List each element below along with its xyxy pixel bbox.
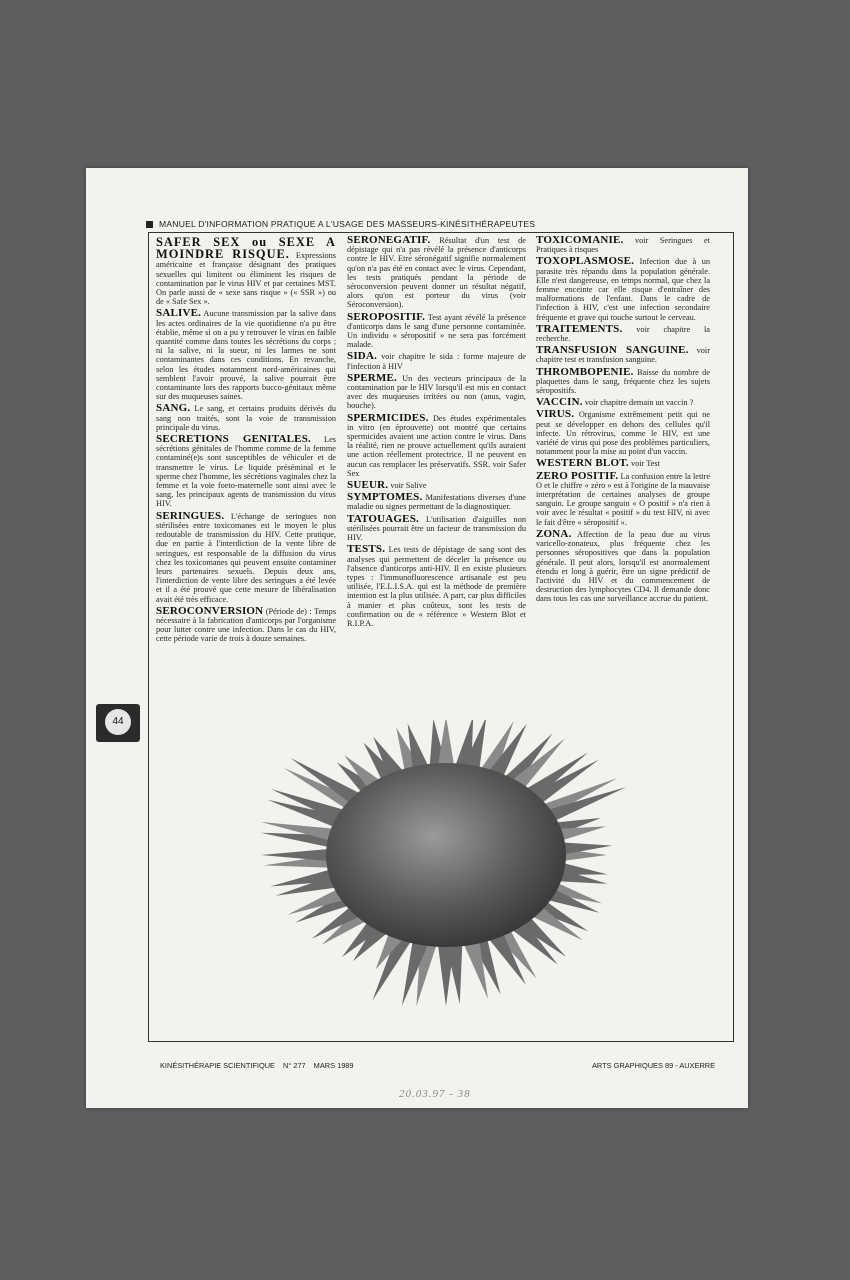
term-heading: THROMBOPENIE.	[536, 365, 634, 378]
term-definition: Manifestations diverses d'une maladie ou signes permettant de la diagnostiquer.	[347, 493, 526, 512]
term-definition: voir chapitre le sida : forme majeure de l'infection à HIV	[347, 352, 526, 371]
term-heading: SERONEGATIF.	[347, 234, 431, 246]
term-definition: voir Salive	[390, 481, 427, 491]
entry-traitements	[536, 322, 710, 344]
term-heading: TESTS.	[347, 543, 386, 556]
running-header	[146, 219, 746, 229]
entry-sang	[156, 404, 336, 432]
term-definition: Un des vecteurs principaux de la contamination par le HIV lorsqu'il est mis en contact avec des muqueuses irritées ou non (anus, vagin, bouche).	[347, 373, 527, 411]
term-heading: SUEUR.	[347, 479, 389, 492]
virus-spike	[261, 849, 331, 862]
term-heading: SEROCONVERSION	[156, 604, 264, 617]
term-definition: voir Test	[630, 459, 660, 469]
term-definition: Affection de la peau due au virus varicello-zonateux, plus fréquente chez les personnes séropositives que dans la population générale. Il peut alors, lorsqu'il est anormalement étendu et long à guérir, être un signe prédictif de l'activité du HIV et du commencement de destruction des lymphocytes CD4. Il demande donc dans tous les cas une surveillance accrue du patient.	[536, 529, 710, 604]
term-heading: SALIVE.	[156, 307, 202, 320]
entry-zona	[536, 527, 710, 604]
term-heading: SECRETIONS GENITALES.	[156, 433, 311, 446]
entry-tests	[347, 545, 526, 628]
entry-symptomes	[347, 493, 526, 511]
entry-western-blot	[536, 459, 710, 468]
page-number-badge	[96, 704, 140, 742]
footer-issue: N° 277	[282, 1061, 306, 1070]
entry-seroconversion	[156, 604, 336, 644]
header-square-bullet	[146, 221, 153, 228]
term-definition: Infection due à un parasite très répandu dans la population générale. Elle n'est dangereuse, en temps normal, que chez la femme enceinte car elle risque d'entraîner des malformations de l'enfant. Dans le cadre de l'infection à HIV, c'est une infection secondaire fréquente et grave qui touche surtout le cerveau.	[536, 257, 710, 322]
document-page	[86, 168, 748, 1108]
glossary-column-2	[347, 236, 526, 631]
virus-spike	[438, 945, 454, 1006]
term-heading: ZONA.	[536, 527, 572, 540]
entry-zero-positif	[536, 469, 711, 527]
term-heading: TRANSFUSION SANGUINE.	[536, 344, 689, 357]
footer-printer: ARTS GRAPHIQUES 89 - AUXERRE	[592, 1061, 716, 1070]
entry-secretions-genitales	[156, 435, 336, 509]
entry-toxicomanie	[536, 236, 710, 254]
entry-toxoplasmose	[536, 257, 710, 321]
entry-spermicides	[347, 411, 526, 478]
term-definition: La confusion entre la lettre O et le chiffre « zéro » est à l'origine de la mauvaise interprétation de certaines analyses de groupe sanguin. Le groupe sanguin « O positif » n'a rien à voir avec le résultat « positif » du test HIV, ni avec le fait d'être « séropositif ».	[536, 471, 711, 527]
glossary-column-1	[156, 236, 336, 647]
term-definition: voir Seringues et Pratiques à risques	[536, 236, 710, 255]
term-definition: L'utilisation d'aiguilles non stérilisées pourrait être un facteur de transmission du HIV.	[347, 514, 526, 543]
footer-date: MARS 1989	[313, 1061, 354, 1070]
entry-transfusion-sanguine	[536, 346, 710, 364]
term-heading: SYMPTOMES.	[347, 491, 423, 504]
term-heading: SEROPOSITIF.	[347, 310, 426, 323]
virus-spike	[438, 720, 454, 765]
term-definition: Aucune transmission par la salive dans les actes ordinaires de la vie quotidienne n'a pu être établie, même si on a pu y retrouver le virus en faible quantité comme dans toutes les sécrétions du corps ; ni la salive, ni la sueur, ni les larmes ne sont contaminantes dans ces conditions. En revanche, selon les études notamment nord-américaines qui semblent l'avoir prouvé, la salive pourrait être contaminante lors des rapports bucco-génitaux même sur des muqueuses saines.	[156, 309, 336, 402]
entry-thrombopenie	[536, 365, 711, 396]
term-heading: TOXICOMANIE.	[536, 234, 624, 246]
term-definition: L'échange de seringues non stérilisées entre toxicomanes est le moyen le plus redoutable de transmission du HIV. Cette pratique, due en partie à l'interdiction de la vente libre de seringues, est responsable de la diffusion du virus chez les toxicomanes qui peuvent ensuite contaminer leurs partenaires sexuels. Depuis deux ans, l'interdiction de vente libre des seringues a été levée et il a été prouvé que cette mesure de libéralisation avait été très efficace.	[156, 511, 336, 604]
term-definition: Expressions américaine et française désignant des pratiques sexuelles qui limitent ou éliminent les risques de contamination par le virus HIV et par certaines MST. On parle aussi de « sexe sans risque » (« SSR ») ou de « Safe Sex ».	[156, 251, 336, 307]
term-definition: Les tests de dépistage de sang sont des analyses qui permettent de déceler la présence ou l'absence d'anticorps anti-HIV. Il en existe plusieurs types : l'immunofluorescence artisanale est peu utilisée, l'E.L.I.S.A. qui est la méthode de première intention est la plus utilisée. A part, car plus difficiles à manier et plus coûteux, sont les tests de confirmation ou de « référence » Western Blot et R.I.P.A.	[347, 545, 526, 628]
term-definition: voir chapitre la recherche.	[536, 324, 710, 344]
term-heading: TATOUAGES.	[347, 512, 419, 525]
term-heading: VIRUS.	[536, 408, 575, 421]
term-heading: SPERME.	[347, 371, 397, 384]
virus-spike	[290, 758, 361, 804]
term-definition: Le sang, et certains produits dérivés du sang non traités, sont la voie de transmission principale du virus.	[156, 404, 336, 432]
term-definition: voir chapitre test et transfusion sanguine.	[536, 346, 710, 365]
term-definition: Les sécrétions génitales de l'homme comme de la femme contaminé(e)s sont susceptibles de véhiculer et de transmettre le virus. Le liquide préséminal et le sperme chez l'homme, les sécrétions vaginales chez la femme et la voie foeto-maternelle sont ainsi avec le sang, les principaux agents de transmission du virus HIV.	[156, 435, 336, 509]
term-heading: TRAITEMENTS.	[536, 322, 623, 335]
glossary-column-3	[536, 236, 710, 607]
term-heading: SERINGUES.	[156, 509, 225, 522]
virus-core	[326, 763, 566, 947]
entry-seringues	[156, 509, 336, 604]
term-heading: WESTERN BLOT.	[536, 457, 629, 470]
header-title: MANUEL D'INFORMATION PRATIQUE A L'USAGE DES MASSEURS-KINÉSITHÉRAPEUTES	[159, 219, 536, 229]
term-heading: SANG.	[156, 402, 191, 415]
entry-vaccin	[536, 398, 710, 407]
term-heading: SPERMICIDES.	[347, 411, 429, 424]
handwritten-note: 20.03.97 - 38	[399, 1088, 471, 1100]
entry-salive	[156, 309, 336, 401]
term-heading: SAFER SEX ou SEXE A MOINDRE RISQUE.	[156, 235, 336, 262]
term-heading: ZERO POSITIF.	[536, 469, 619, 482]
entry-seronegatif	[347, 236, 526, 310]
entry-safer-sex	[156, 236, 336, 306]
term-definition: Des études expérimentales in vitro (en éprouvette) ont montré que certains spermicides avaient une action contre le virus. Dans la réalité, rien ne prouve actuellement qu'ils auraient une action réellement protectrice. Il ne peuvent en aucun cas remplacer les préservatifs. SSR. voir Safer Sex	[347, 413, 526, 478]
spiky-virus-sphere-icon	[256, 720, 636, 1020]
entry-sida	[347, 352, 526, 370]
entry-sperme	[347, 371, 527, 411]
footer-journal-info	[160, 1061, 354, 1070]
term-definition: voir chapitre demain un vaccin ?	[584, 398, 694, 408]
footer-journal: KINÉSITHÉRAPIE SCIENTIFIQUE	[160, 1061, 275, 1070]
entry-tatouages	[347, 512, 526, 543]
term-heading: TOXOPLASMOSE.	[536, 255, 635, 268]
term-definition: Test ayant révélé la présence d'anticorps dans le sang d'une personne contaminée. Un individu « séropositif » ne sera pas forcément malade.	[347, 312, 526, 350]
term-definition: (Période de) : Temps nécessaire à la fabrication d'anticorps par l'organisme pour lutter contre une infection. Dans le cas du HIV, cette période varie de trois à douze semaines.	[156, 606, 336, 644]
term-definition: Baisse du nombre de plaquettes dans le sang, fréquente chez les sujets séropositifs.	[536, 367, 711, 396]
term-heading: VACCIN.	[536, 396, 583, 409]
page-number: 44	[105, 709, 131, 735]
term-definition: Organisme extrêmement petit qui ne peut se développer en dehors des cellules qu'il infecte. Un rétrovirus, comme le HIV, est une variété de virus qui pose des problèmes particuliers, notamment pour la mise au point d'un vaccin.	[536, 410, 711, 457]
entry-sueur	[347, 481, 526, 490]
entry-virus	[536, 410, 710, 456]
term-definition: Résultat d'un test de dépistage qui n'a pas révélé la présence d'anticorps contre le HIV. Etre séronégatif signifie normalement qu'on n'a pas été en contact avec le virus. Cependant, les tests pratiqués pendant la période de séroconversion peuvent donner un résultat négatif, alors qu'on est porteur du virus (voir Séroconversion).	[347, 236, 526, 310]
entry-seropositif	[347, 310, 526, 350]
term-heading: SIDA.	[347, 350, 378, 363]
